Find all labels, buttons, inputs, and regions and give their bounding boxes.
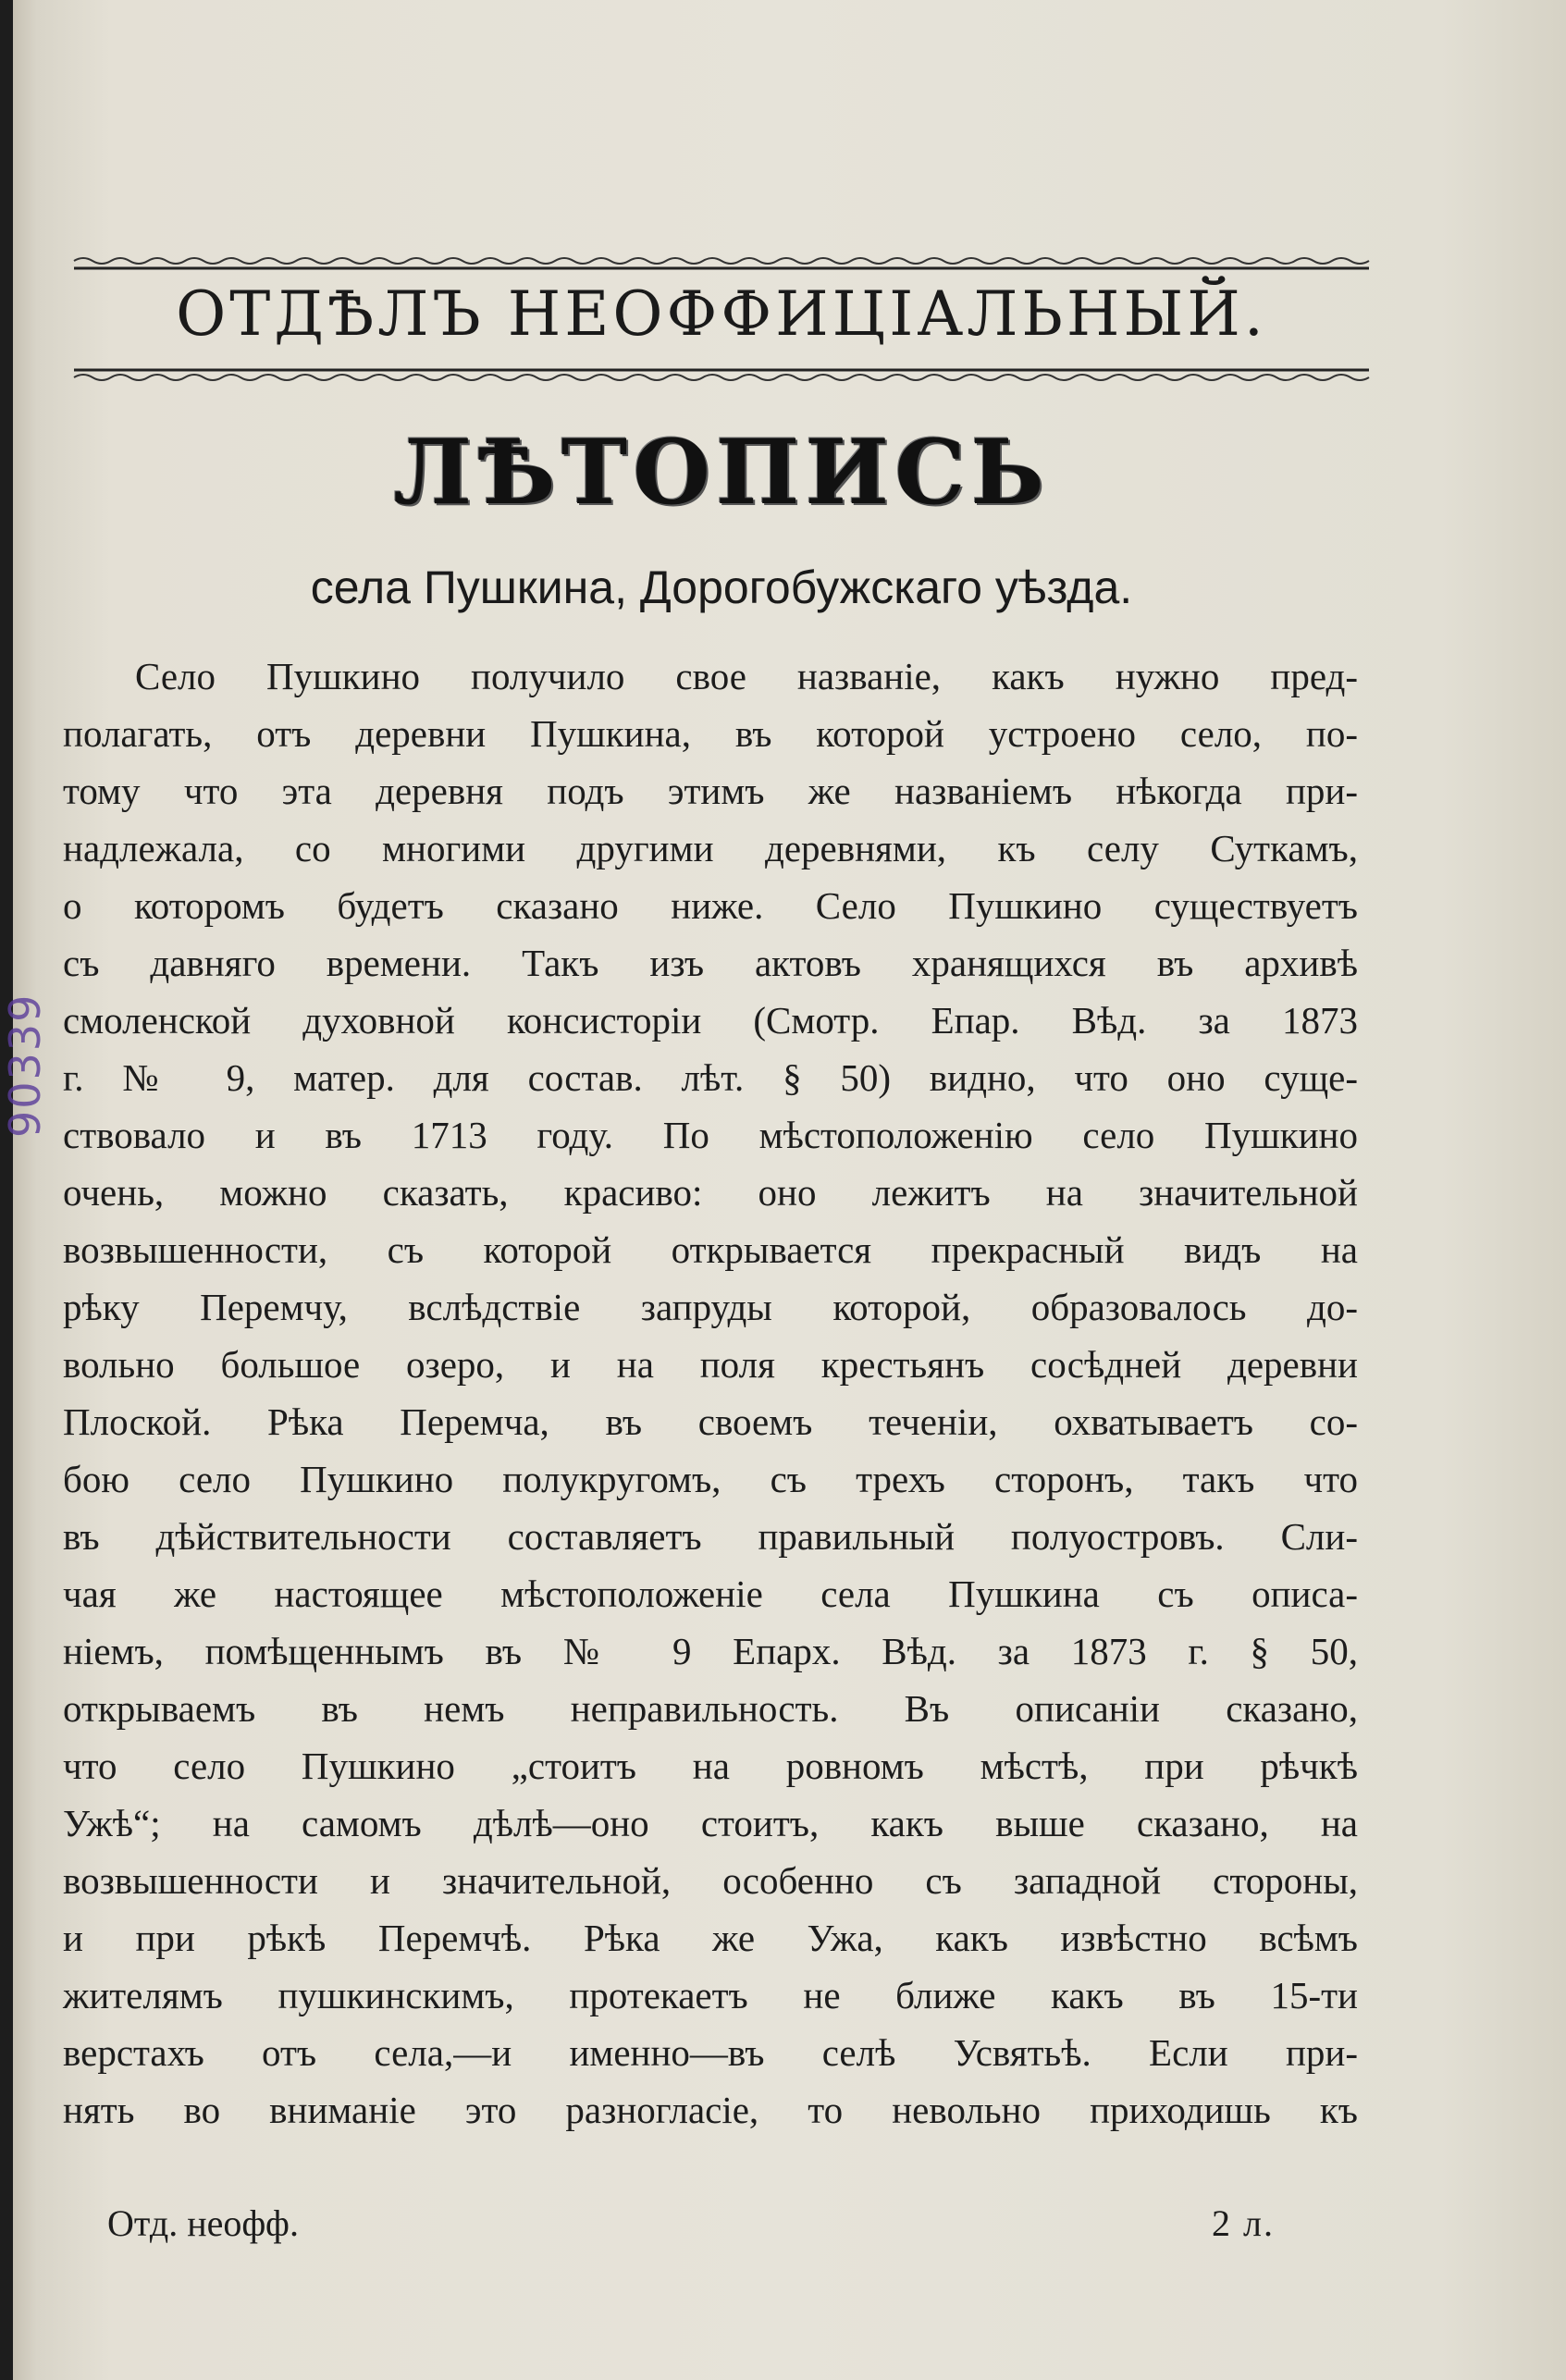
body-line: ніемъ, помѣщеннымъ въ № 9 Епарх. Вѣд. за 1873 г. § 50, — [63, 1630, 1358, 1672]
body-line: верстахъ отъ села,—и именно—въ селѣ Усвятьѣ. Если при- — [63, 2031, 1358, 2074]
department-heading: ОТДѢЛЪ НЕОФФИЦІАЛЬНЫЙ. — [176, 278, 1267, 350]
body-line: бою село Пушкино полукругомъ, съ трехъ сторонъ, такъ что — [63, 1458, 1358, 1500]
body-line: ствовало и въ 1713 году. По мѣстоположенію село Пушкино — [63, 1114, 1358, 1156]
body-line: чая же настоящее мѣстоположеніе села Пушкина съ описа- — [63, 1572, 1358, 1615]
body-line: что село Пушкино „стоитъ на ровномъ мѣстѣ, при рѣчкѣ — [63, 1745, 1358, 1787]
binding-edge — [0, 0, 13, 2380]
library-stamp: 90339 — [0, 993, 50, 1138]
body-line: съ давняго времени. Такъ изъ актовъ хранящихся въ архивѣ — [63, 942, 1358, 984]
body-line: полагать, отъ деревни Пушкина, въ которой устроено село, по- — [63, 712, 1358, 755]
body-line: возвышенности и значительной, особенно съ западной стороны, — [63, 1859, 1358, 1902]
body-line: смоленской духовной консисторіи (Смотр. Епар. Вѣд. за 1873 — [63, 999, 1358, 1042]
body-line: очень, можно сказать, красиво: оно лежитъ на значительной — [63, 1171, 1358, 1214]
body-line: жителямъ пушкинскимъ, протекаетъ не ближе какъ въ 15-ти — [63, 1974, 1358, 2016]
body-line: нять во вниманіе это разногласіе, то невольно приходишь къ — [63, 2089, 1358, 2131]
body-line: Ужѣ“; на самомъ дѣлѣ—оно стоитъ, какъ выше сказано, на — [63, 1802, 1358, 1844]
article-title: ЛѢТОПИСЬ — [393, 420, 1050, 524]
body-line: тому что эта деревня подъ этимъ же названіемъ нѣкогда при- — [63, 770, 1358, 812]
body-line: и при рѣкѣ Перемчѣ. Рѣка же Ужа, какъ извѣстно всѣмъ — [63, 1917, 1358, 1959]
body-line: Плоской. Рѣка Перемча, въ своемъ теченіи, охватываетъ со- — [63, 1400, 1358, 1443]
body-line: о которомъ будетъ сказано ниже. Село Пушкино существуетъ — [63, 884, 1358, 927]
body-line: открываемъ въ немъ неправильность. Въ описаніи сказано, — [63, 1687, 1358, 1730]
top-ornamental-rule — [74, 255, 1369, 272]
body-line: г. № 9, матер. для состав. лѣт. § 50) видно, что оно суще- — [63, 1056, 1358, 1099]
body-line: надлежала, со многими другими деревнями, къ селу Суткамъ, — [63, 827, 1358, 869]
body-line: Село Пушкино получило свое названіе, какъ нужно пред- — [135, 655, 1358, 697]
body-line: возвышенности, съ которой открывается прекрасный видъ на — [63, 1228, 1358, 1271]
article-subtitle: села Пушкина, Дорогобужскаго уѣзда. — [310, 561, 1133, 613]
footer-signature-right: 2 л. — [1212, 2202, 1275, 2244]
body-line: вольно большое озеро, и на поля крестьянъ сосѣдней деревни — [63, 1343, 1358, 1386]
footer-signature-left: Отд. неофф. — [107, 2202, 299, 2244]
body-line: въ дѣйствительности составляетъ правильный полуостровъ. Сли- — [63, 1515, 1358, 1558]
article-body — [63, 647, 1358, 2139]
bottom-ornamental-rule — [74, 366, 1369, 383]
body-line: рѣку Перемчу, вслѣдствіе запруды которой, образовалось до- — [63, 1286, 1358, 1328]
